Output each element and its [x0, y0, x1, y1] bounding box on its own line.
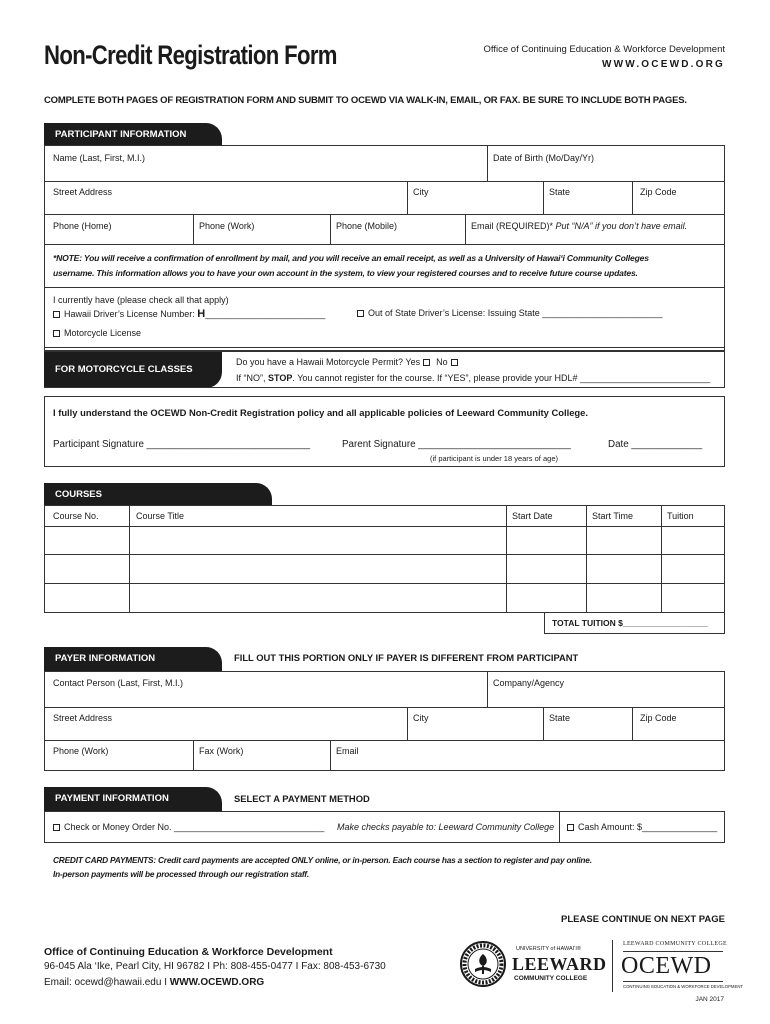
form-date: JAN 2017 — [695, 996, 724, 1003]
email-note: Put “N/A” if you don’t have email. — [555, 221, 688, 231]
permit-question-text: Do you have a Hawaii Motorcycle Permit? Yes — [236, 357, 421, 367]
payment-section-heading: PAYMENT INFORMATION — [44, 787, 222, 811]
column-course-no: Course No. — [53, 511, 99, 521]
leeward-wordmark: LEEWARD — [512, 954, 607, 974]
oos-license-option[interactable] — [357, 308, 662, 318]
dob-field[interactable]: Date of Birth (Mo/Day/Yr) — [493, 153, 595, 163]
payment-select-label: SELECT A PAYMENT METHOD — [234, 793, 370, 804]
phone-home-field[interactable]: Phone (Home) — [53, 221, 112, 231]
column-start-time: Start Time — [592, 511, 634, 521]
payer-email-field[interactable]: Email — [336, 746, 359, 756]
cash-option[interactable] — [567, 822, 717, 832]
permit-instruction — [236, 373, 710, 383]
courses-table — [44, 505, 725, 613]
name-field[interactable]: Name (Last, First, M.I.) — [53, 153, 146, 163]
credit-card-note-2: In-person payments will be processed through our registration staff. — [53, 869, 309, 879]
motorcycle-box — [44, 351, 725, 388]
email-label: Email (REQUIRED)* — [471, 221, 554, 231]
payer-phone-field[interactable]: Phone (Work) — [53, 746, 109, 756]
lcc-small-label: LEEWARD COMMUNITY COLLEGE — [623, 941, 727, 947]
total-tuition-box — [544, 613, 725, 634]
hi-license-line[interactable]: ________________________ — [205, 309, 326, 319]
participant-box — [44, 145, 725, 351]
oos-license-checkbox[interactable] — [357, 310, 364, 317]
instructions: COMPLETE BOTH PAGES OF REGISTRATION FORM AND SUBMIT TO OCEWD VIA WALK-IN, EMAIL, OR FAX. BE SURE TO INCLUDE BOTH PAGES. — [44, 95, 687, 106]
footer-url[interactable]: WWW.OCEWD.ORG — [169, 977, 265, 988]
payable-note: Make checks payable to: Leeward Community College — [337, 822, 555, 832]
policy-statement: I fully understand the OCEWD Non-Credit Registration policy and all applicable policies of Leeward Community College. — [53, 407, 588, 418]
note-line-2: username. This information allows you to have your own account in the system, to view your registered courses and to receive future course updates. — [53, 268, 638, 278]
leeward-cc: COMMUNITY COLLEGE — [514, 975, 588, 982]
permit-yes-checkbox[interactable] — [423, 359, 430, 366]
parent-signature[interactable]: Parent Signature ____________________________ — [342, 439, 571, 450]
street-field[interactable]: Street Address — [53, 187, 113, 197]
participant-signature[interactable]: Participant Signature ______________________________ — [53, 439, 311, 450]
check-label: Check or Money Order No. ______________________________ — [64, 822, 325, 832]
uh-seal-icon — [460, 941, 506, 987]
moto-license-option[interactable] — [53, 328, 141, 338]
uh-label: UNIVERSITY of HAWAI‘I® — [516, 946, 581, 952]
permit-stop: STOP — [268, 373, 293, 383]
footer-email[interactable]: Email: ocewd@hawaii.edu I — [44, 977, 170, 988]
zip-field[interactable]: Zip Code — [640, 187, 677, 197]
payer-state-field[interactable]: State — [549, 713, 571, 723]
column-course-title: Course Title — [136, 511, 185, 521]
payer-box — [44, 671, 725, 771]
footer-contact — [44, 977, 264, 988]
ocewd-wordmark: OCEWD — [621, 953, 712, 979]
permit-no-checkbox[interactable] — [451, 359, 458, 366]
payer-fax-field[interactable]: Fax (Work) — [199, 746, 244, 756]
payer-zip-field[interactable]: Zip Code — [640, 713, 677, 723]
moto-license-checkbox[interactable] — [53, 330, 60, 337]
cash-checkbox[interactable] — [567, 824, 574, 831]
continue-note: PLEASE CONTINUE ON NEXT PAGE — [561, 914, 725, 925]
payer-note: FILL OUT THIS PORTION ONLY IF PAYER IS DIFFERENT FROM PARTICIPANT — [234, 652, 579, 663]
payer-company-field[interactable]: Company/Agency — [493, 678, 565, 688]
email-field[interactable] — [471, 221, 687, 231]
permit-hdl: . You cannot register for the course. If “YES”, please provide your HDL# __________________________ — [292, 373, 711, 383]
phone-mobile-field[interactable]: Phone (Mobile) — [336, 221, 398, 231]
note-line-1: *NOTE: You will receive a confirmation of enrollment by mail, and you will receive an email receipt, as well as a University of Hawai‘i Community Colleges — [53, 253, 649, 263]
permit-if-no: If “NO”, — [236, 373, 266, 383]
signature-date[interactable]: Date _____________ — [608, 439, 703, 450]
oos-license-label: Out of State Driver’s License: Issuing State ________________________ — [368, 308, 663, 318]
permit-question — [236, 357, 462, 367]
participant-section-heading: PARTICIPANT INFORMATION — [44, 123, 222, 146]
hi-license-label: Hawaii Driver’s License Number: — [64, 309, 195, 319]
city-field[interactable]: City — [413, 187, 429, 197]
footer-address: 96-045 Ala ‘Ike, Pearl City, HI 96782 I Ph: 808-455-0477 I Fax: 808-453-6730 — [44, 961, 386, 972]
column-start-date: Start Date — [512, 511, 553, 521]
phone-work-field[interactable]: Phone (Work) — [199, 221, 255, 231]
page-title: Non-Credit Registration Form — [44, 40, 337, 70]
payer-city-field[interactable]: City — [413, 713, 429, 723]
payment-box — [44, 811, 725, 843]
cash-label: Cash Amount: $_______________ — [578, 822, 718, 832]
total-tuition[interactable]: TOTAL TUITION $__________________ — [552, 618, 708, 628]
under-18-note: (if participant is under 18 years of age) — [430, 454, 558, 463]
column-tuition: Tuition — [667, 511, 694, 521]
payer-contact-field[interactable]: Contact Person (Last, First, M.I.) — [53, 678, 184, 688]
moto-license-label: Motorcycle License — [64, 328, 142, 338]
office-url: WWW.OCEWD.ORG — [601, 59, 725, 70]
footer-office: Office of Continuing Education & Workforce Development — [44, 946, 333, 958]
office-name: Office of Continuing Education & Workforce Development — [483, 44, 725, 55]
payer-street-field[interactable]: Street Address — [53, 713, 113, 723]
motorcycle-section-heading: FOR MOTORCYCLE CLASSES — [44, 351, 222, 388]
courses-section-heading: COURSES — [44, 483, 272, 506]
hi-license-prefix: H — [197, 308, 206, 320]
ocewd-subtitle: CONTINUING EDUCATION & WORKFORCE DEVELOPMENT — [623, 984, 744, 989]
check-checkbox[interactable] — [53, 824, 60, 831]
hi-license-checkbox[interactable] — [53, 311, 60, 318]
license-prompt: I currently have (please check all that apply) — [53, 295, 229, 305]
policy-box — [44, 396, 725, 467]
credit-card-note-1: CREDIT CARD PAYMENTS: Credit card payments are accepted ONLY online, or in-person. Each course has a section to register and pay online. — [53, 855, 592, 865]
state-field[interactable]: State — [549, 187, 571, 197]
office-header — [484, 44, 726, 70]
payer-section-heading: PAYER INFORMATION — [44, 647, 222, 671]
hi-license-option[interactable] — [53, 308, 325, 320]
permit-no-label: No — [436, 357, 448, 367]
check-option[interactable] — [53, 822, 324, 832]
